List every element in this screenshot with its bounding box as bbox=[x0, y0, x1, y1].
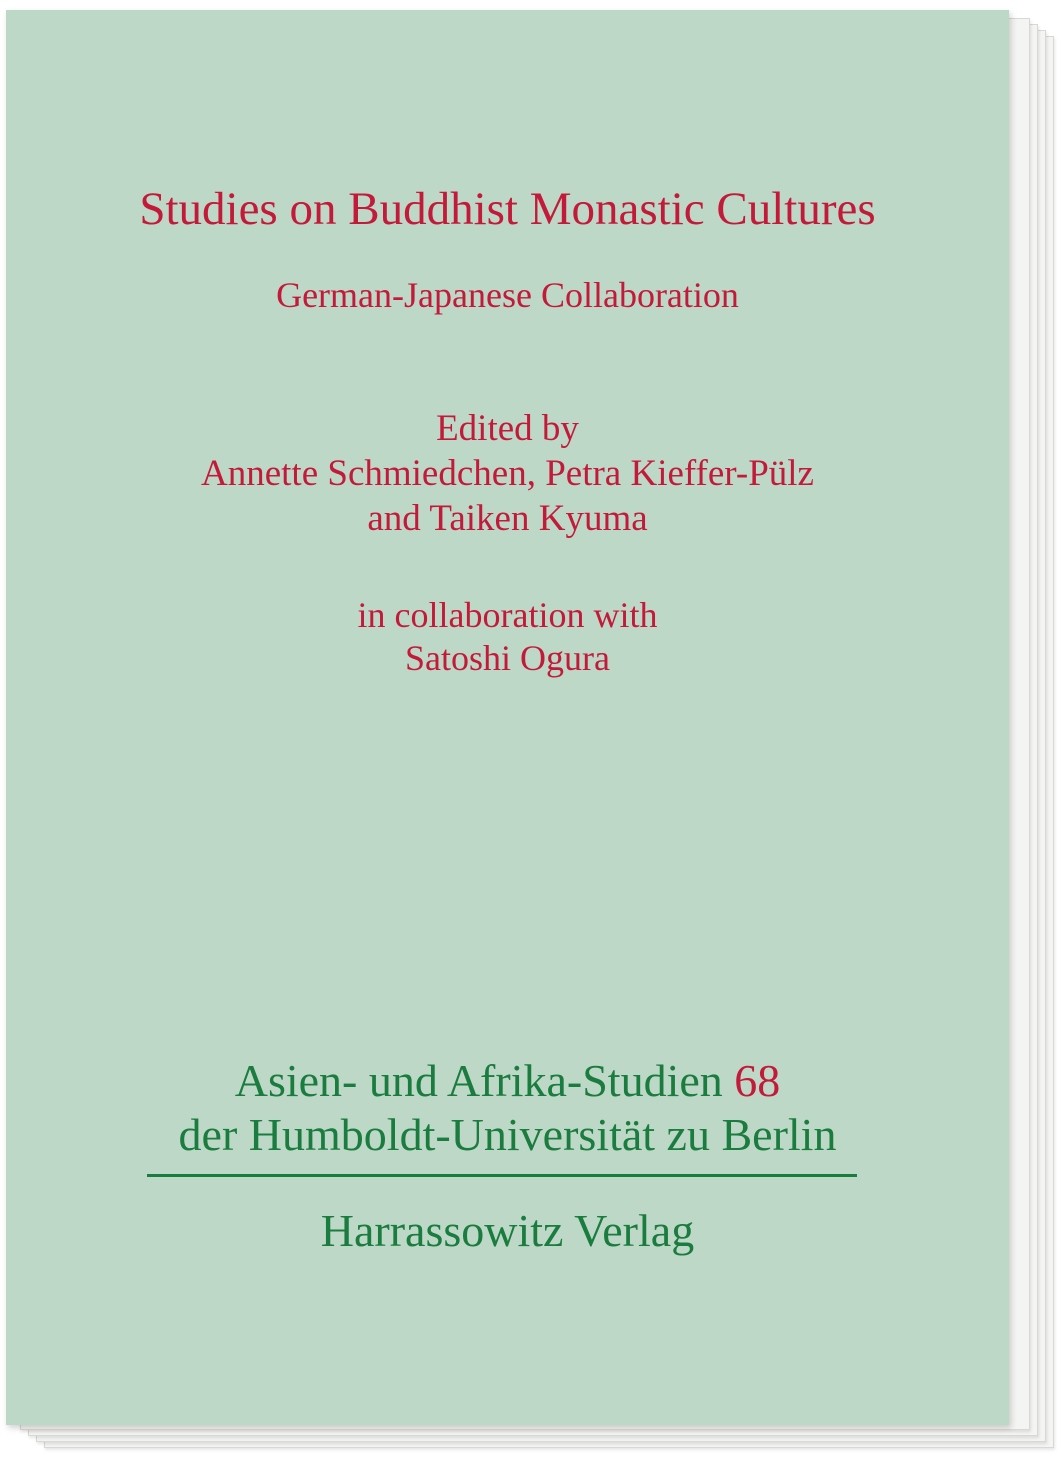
series-title-line-2: der Humboldt-Universität zu Berlin bbox=[178, 1109, 837, 1160]
book-subtitle: German-Japanese Collaboration bbox=[276, 275, 739, 315]
collaborator-name: Satoshi Ogura bbox=[405, 638, 610, 678]
book bbox=[6, 10, 1056, 1450]
editors-line-1: Annette Schmiedchen, Petra Kieffer-Pülz bbox=[201, 453, 814, 494]
series-number: 68 bbox=[734, 1055, 781, 1106]
series-title-line-1 bbox=[6, 1054, 1009, 1107]
editors-line-2: and Taiken Kyuma bbox=[367, 498, 648, 539]
publisher-name: Harrassowitz Verlag bbox=[320, 1205, 695, 1256]
edited-by-label: Edited by bbox=[436, 408, 579, 449]
book-cover bbox=[6, 10, 1009, 1425]
divider-rule bbox=[147, 1174, 857, 1177]
collaboration-label: in collaboration with bbox=[357, 595, 658, 635]
book-title: Studies on Buddhist Monastic Cultures bbox=[139, 183, 876, 235]
series-name: Asien- und Afrika-Studien bbox=[234, 1055, 723, 1106]
